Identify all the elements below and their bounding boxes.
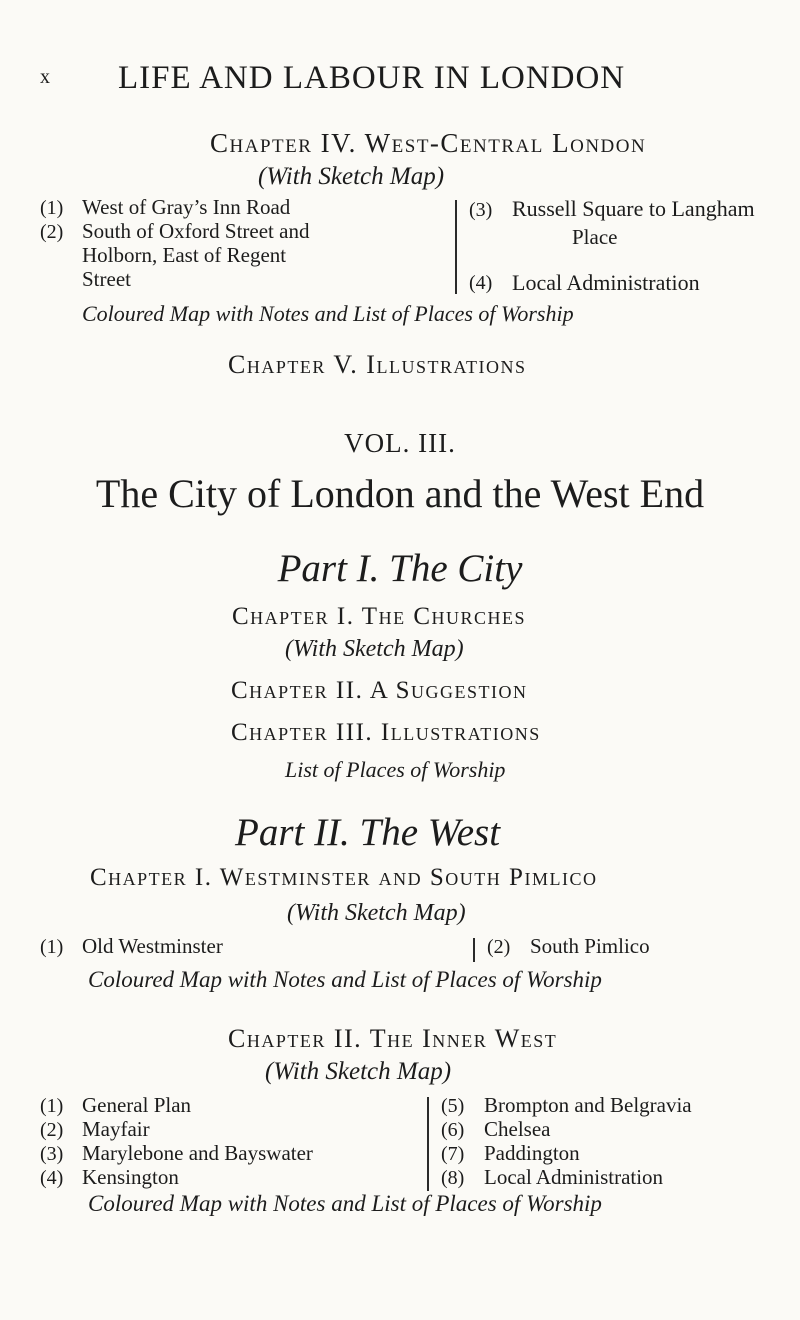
item-number: (6) [441,1119,465,1141]
list-item: Marylebone and Bayswater [82,1141,313,1165]
list-item: South Pimlico [530,934,650,958]
chapter-heading-illustrations: Chapter V. Illustrations [228,350,527,379]
list-item: Russell Square to Langham [512,196,755,221]
chapter-heading-west-central: Chapter IV. West-Central London [210,128,647,158]
item-number: (1) [40,936,64,958]
sketch-map-note: (With Sketch Map) [258,163,445,190]
item-number: (2) [487,936,511,958]
list-item: Chelsea [484,1117,551,1141]
item-number: (1) [40,197,64,219]
list-item-continued: Holborn, East of Regent [82,243,287,267]
list-item: Local Administration [484,1165,664,1189]
item-number: (1) [40,1095,64,1117]
list-item: Mayfair [82,1117,150,1141]
list-item: South of Oxford Street and [82,219,310,243]
places-of-worship-list: List of Places of Worship [285,757,506,782]
list-item: West of Gray’s Inn Road [82,195,291,219]
item-number: (3) [40,1143,64,1165]
item-number: (2) [40,221,64,243]
item-number: (7) [441,1143,465,1165]
volume-title: The City of London and the West End [95,471,705,516]
chapter-heading: Chapter II. The Inner West [228,1024,558,1053]
list-item: Local Administration [512,270,700,295]
column-divider [473,938,475,962]
list-item-continued: Street [82,267,131,291]
chapter-heading: Chapter III. Illustrations [231,719,541,746]
coloured-map-note: Coloured Map with Notes and List of Places of Worship [88,1191,602,1216]
chapter-heading: Chapter II. A Suggestion [231,677,528,704]
list-item: Old Westminster [82,934,223,958]
part-heading: Part I. The City [277,547,523,590]
running-title: LIFE AND LABOUR IN LONDON [118,60,626,96]
item-number: (4) [40,1167,64,1189]
column-divider [455,200,457,294]
list-item: General Plan [82,1093,192,1117]
coloured-map-note: Coloured Map with Notes and List of Places of Worship [88,967,602,992]
item-number: (2) [40,1119,64,1141]
page-number: x [40,66,50,88]
chapter-heading: Chapter I. The Churches [232,603,527,630]
part-heading: Part II. The West [235,811,501,854]
item-number: (5) [441,1095,465,1117]
sketch-map-note: (With Sketch Map) [285,636,464,662]
list-item: Brompton and Belgravia [484,1093,692,1117]
chapter-heading: Chapter I. Westminster and South Pimlico [90,864,598,891]
list-item: Kensington [82,1165,179,1189]
item-number: (3) [469,199,493,221]
coloured-map-note: Coloured Map with Notes and List of Places of Worship [82,301,574,326]
item-number: (4) [469,272,493,294]
volume-label: VOL. III. [344,428,456,458]
list-item: Paddington [484,1141,580,1165]
list-item-continued: Place [572,225,618,249]
item-number: (8) [441,1167,465,1189]
sketch-map-note: (With Sketch Map) [265,1058,452,1085]
sketch-map-note: (With Sketch Map) [287,900,466,926]
column-divider [427,1097,429,1191]
